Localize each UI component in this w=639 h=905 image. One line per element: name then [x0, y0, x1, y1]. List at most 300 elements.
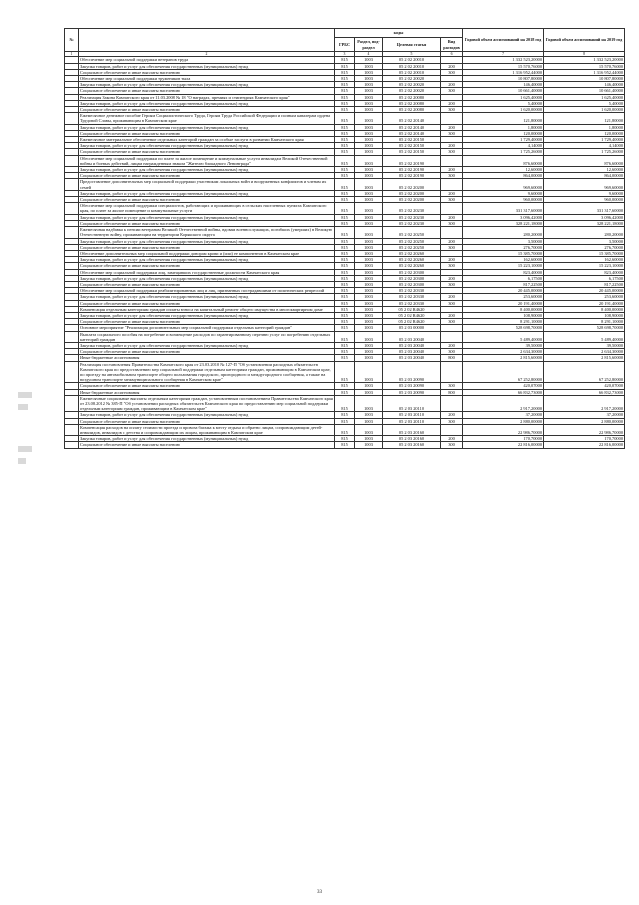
cell-2018: 328 221,18000	[463, 220, 544, 226]
cell-vr	[441, 155, 463, 166]
cell-name: Закупка товаров, работ и услуг для обеспечения государственных (муниципальных) нужд	[79, 63, 335, 69]
cell-grbs: 815	[335, 179, 355, 190]
cell-2018: 420,07000	[463, 383, 544, 389]
cell-grbs: 815	[335, 306, 355, 312]
cell-2019: 420,07000	[544, 383, 625, 389]
table-row	[65, 306, 625, 312]
cell-2018: 823,40000	[463, 269, 544, 275]
table-row	[65, 227, 625, 238]
cell-2019: 22 816,00000	[544, 442, 625, 448]
cell-grbs: 815	[335, 300, 355, 306]
table-row	[65, 94, 625, 100]
cell-name: Социальное обеспечение и иные выплаты населению	[79, 281, 335, 287]
cell-2018: 331 317,60000	[463, 203, 544, 214]
cell-cs: 05 2 02 20190	[383, 173, 441, 179]
column-number: 2	[79, 52, 335, 57]
cell-cs: 05 2 02 20080	[383, 94, 441, 100]
cell-vr: 200	[441, 275, 463, 281]
cell-grbs: 815	[335, 342, 355, 348]
cell-grbs: 815	[335, 220, 355, 226]
table-row	[65, 238, 625, 244]
cell-vr: 300	[441, 69, 463, 75]
cell-cs: 05 2 02 20300	[383, 281, 441, 287]
cell-vr: 200	[441, 436, 463, 442]
cell-razdel: 1003	[355, 57, 383, 63]
cell-vr: 300	[441, 220, 463, 226]
cell-cs: 05 2 03 20090	[383, 389, 441, 395]
cell-cs: 05 2 02 20080	[383, 107, 441, 113]
cell-2019: 15 223,10000	[544, 263, 625, 269]
cell-2019: 146,40000	[544, 82, 625, 88]
cell-cs: 05 2 02 20190	[383, 167, 441, 173]
cell-cs: 05 2 03 20090	[383, 361, 441, 383]
cell-vr: 200	[441, 238, 463, 244]
table-row	[65, 220, 625, 226]
cell-cs: 05 2 02 20140	[383, 124, 441, 130]
cell-cs: 05 2 02 R4620	[383, 312, 441, 318]
cell-2019: 67 252,80000	[544, 361, 625, 383]
cell-vr: 200	[441, 312, 463, 318]
cell-number	[65, 227, 79, 238]
cell-razdel: 1003	[355, 269, 383, 275]
cell-number	[65, 442, 79, 448]
cell-vr: 200	[441, 63, 463, 69]
cell-cs: 05 2 02 20330	[383, 288, 441, 294]
cell-name: Закупка товаров, работ и услуг для обеспечения государственных (муниципальных) нужд	[79, 82, 335, 88]
cell-razdel: 1003	[355, 412, 383, 418]
cell-razdel: 1003	[355, 319, 383, 325]
cell-name: Компенсация расходов на оплату стоимости проезда и провоза багажа к месту отдыха и обратно лицам, сопровождающим детей-инвалидов, инвалидов с детства и сопровождающим их лицам, проживающим в Камчатском крае	[79, 424, 335, 435]
cell-grbs: 815	[335, 250, 355, 256]
cell-2019: 280,20000	[544, 227, 625, 238]
cell-name: Обеспечение мер социальной поддержки специалистов, работающих и проживающих в сельских населенных пунктах Камчатского края, по плате за жилое помещение и коммунальные услуги	[79, 203, 335, 214]
cell-razdel: 1003	[355, 88, 383, 94]
cell-2019: 3,50000	[544, 238, 625, 244]
cell-cs: 05 2 03 20040	[383, 331, 441, 342]
cell-grbs: 815	[335, 100, 355, 106]
cell-grbs: 815	[335, 288, 355, 294]
cell-2019: 20 191,40000	[544, 300, 625, 306]
cell-razdel: 1003	[355, 214, 383, 220]
cell-2018: 2 815,60000	[463, 355, 544, 361]
cell-2018: 1,80000	[463, 124, 544, 130]
cell-cs: 05 2 03 20160	[383, 436, 441, 442]
cell-grbs: 815	[335, 263, 355, 269]
cell-name: Социальное обеспечение и иные выплаты населению	[79, 442, 335, 448]
cell-razdel: 1003	[355, 143, 383, 149]
cell-razdel: 1003	[355, 436, 383, 442]
column-number: 1	[65, 52, 79, 57]
cell-grbs: 815	[335, 149, 355, 155]
cell-2019: 15 570,76000	[544, 63, 625, 69]
cell-name: Закупка товаров, работ и услуг для обеспечения государственных (муниципальных) нужд	[79, 294, 335, 300]
cell-2019: 2 880,00000	[544, 418, 625, 424]
cell-name: Компенсация отдельным категориям граждан оплаты взноса на капитальный ремонт общего имущества в многоквартирном доме	[79, 306, 335, 312]
cell-2019: 10 807,80000	[544, 76, 625, 82]
cell-cs: 05 2 02 20140	[383, 130, 441, 136]
column-number: 8	[544, 52, 625, 57]
col-2018-header: Годовой объем ассигнований на 2018 год	[463, 29, 544, 52]
cell-grbs: 815	[335, 227, 355, 238]
column-number: 3	[335, 52, 355, 57]
cell-2019: 5 489,40000	[544, 331, 625, 342]
cell-cs: 05 2 02 20190	[383, 155, 441, 166]
cell-cs: 05 2 02 20010	[383, 57, 441, 63]
cell-2018: 10 661,40000	[463, 88, 544, 94]
cell-razdel: 1003	[355, 155, 383, 166]
cell-vr: 300	[441, 149, 463, 155]
cell-cs: 05 2 02 20260	[383, 257, 441, 263]
table-row	[65, 281, 625, 287]
cell-grbs: 815	[335, 418, 355, 424]
cell-vr: 200	[441, 342, 463, 348]
cell-vr	[441, 203, 463, 214]
cell-cs: 05 2 02 20300	[383, 269, 441, 275]
codes-group-header: коды	[335, 29, 463, 38]
cell-2018: 120,00000	[463, 130, 544, 136]
cell-2019: 66 832,73000	[544, 389, 625, 395]
cell-name: Закупка товаров, работ и услуг для обеспечения государственных (муниципальных) нужд	[79, 214, 335, 220]
table-row	[65, 424, 625, 435]
budget-table-sheet	[64, 28, 624, 449]
cell-2018: 8 291,10000	[463, 319, 544, 325]
cell-2018: 253,60000	[463, 294, 544, 300]
cell-grbs: 815	[335, 275, 355, 281]
cell-razdel: 1003	[355, 149, 383, 155]
table-row	[65, 137, 625, 143]
cell-razdel: 1003	[355, 331, 383, 342]
cell-grbs: 815	[335, 361, 355, 383]
cell-grbs: 815	[335, 442, 355, 448]
cell-2019: 10 661,40000	[544, 88, 625, 94]
cell-2018: 2 880,00000	[463, 418, 544, 424]
table-row	[65, 82, 625, 88]
cell-name: Закупка товаров, работ и услуг для обеспечения государственных (муниципальных) нужд	[79, 167, 335, 173]
cell-vr: 300	[441, 442, 463, 448]
cell-2018: 1 620,00000	[463, 107, 544, 113]
cell-vr: 300	[441, 173, 463, 179]
cell-2019: 120,00000	[544, 130, 625, 136]
col-razdel-header: Раздел, под-раздел	[355, 38, 383, 52]
cell-vr: 200	[441, 214, 463, 220]
cell-2019: 121,80000	[544, 113, 625, 124]
cell-grbs: 815	[335, 389, 355, 395]
table-row	[65, 57, 625, 63]
cell-2018: 960,00000	[463, 197, 544, 203]
cell-grbs: 815	[335, 82, 355, 88]
cell-razdel: 1003	[355, 124, 383, 130]
margin-scan-mark	[18, 458, 26, 464]
cell-name: Социальное обеспечение и иные выплаты населению	[79, 244, 335, 250]
cell-name: Социальное обеспечение и иные выплаты населению	[79, 220, 335, 226]
cell-number	[65, 179, 79, 190]
cell-cs: 05 2 03 20110	[383, 418, 441, 424]
cell-razdel: 1003	[355, 300, 383, 306]
cell-razdel: 1003	[355, 342, 383, 348]
cell-2018: 1 729,40000	[463, 137, 544, 143]
cell-razdel: 1003	[355, 263, 383, 269]
cell-grbs: 815	[335, 294, 355, 300]
cell-vr: 800	[441, 355, 463, 361]
cell-grbs: 815	[335, 113, 355, 124]
cell-2019: 37,20000	[544, 412, 625, 418]
cell-grbs: 815	[335, 244, 355, 250]
cell-razdel: 1003	[355, 442, 383, 448]
cell-razdel: 1003	[355, 395, 383, 412]
cell-2018: 876,60000	[463, 155, 544, 166]
cell-2019: 4,14000	[544, 143, 625, 149]
cell-name: Закупка товаров, работ и услуг для обеспечения государственных (муниципальных) нужд	[79, 412, 335, 418]
cell-2019: 170,70000	[544, 436, 625, 442]
cell-grbs: 815	[335, 107, 355, 113]
cell-cs: 05 2 02 20250	[383, 238, 441, 244]
col-number-header: №	[65, 29, 79, 52]
cell-cs: 05 2 02 20200	[383, 197, 441, 203]
cell-2019: 1,80000	[544, 124, 625, 130]
cell-cs: 05 2 02 20250	[383, 244, 441, 250]
cell-2018: 4,14000	[463, 143, 544, 149]
cell-2019: 2 634,30000	[544, 349, 625, 355]
cell-grbs: 815	[335, 173, 355, 179]
cell-2019: 969,60000	[544, 179, 625, 190]
cell-vr: 300	[441, 107, 463, 113]
cell-2019: 1 729,40000	[544, 137, 625, 143]
cell-razdel: 1003	[355, 63, 383, 69]
table-row	[65, 107, 625, 113]
cell-2018: 108,90000	[463, 312, 544, 318]
cell-name: Выплата социального пособия на погребение и возмещение расходов по гарантированному перечню услуг по погребению отдельных категорий граждан	[79, 331, 335, 342]
cell-number	[65, 395, 79, 412]
cell-name: Социальное обеспечение и иные выплаты населению	[79, 149, 335, 155]
cell-name: Закупка товаров, работ и услуг для обеспечения государственных (муниципальных) нужд	[79, 312, 335, 318]
cell-2018: 39,50000	[463, 342, 544, 348]
cell-grbs: 815	[335, 238, 355, 244]
cell-2018: 1 316 952,44000	[463, 69, 544, 75]
cell-2018: 8 400,00000	[463, 306, 544, 312]
cell-cs: 05 2 03 20040	[383, 355, 441, 361]
cell-cs: 05 2 02 20250	[383, 227, 441, 238]
cell-2019: 15 385,70000	[544, 250, 625, 256]
cell-razdel: 1003	[355, 179, 383, 190]
cell-grbs: 815	[335, 203, 355, 214]
table-row	[65, 179, 625, 190]
cell-razdel: 1003	[355, 294, 383, 300]
cell-name: Социальное обеспечение и иные выплаты населению	[79, 173, 335, 179]
cell-grbs: 815	[335, 257, 355, 263]
cell-2018: 170,70000	[463, 436, 544, 442]
cell-2018: 817,22500	[463, 281, 544, 287]
cell-2019: 162,60000	[544, 257, 625, 263]
cell-2018: 66 832,73000	[463, 389, 544, 395]
cell-razdel: 1003	[355, 306, 383, 312]
cell-2019: 253,60000	[544, 294, 625, 300]
cell-grbs: 815	[335, 190, 355, 196]
cell-2018: 6,17500	[463, 275, 544, 281]
cell-name: Социальное обеспечение и иные выплаты населению	[79, 383, 335, 389]
cell-grbs: 815	[335, 269, 355, 275]
cell-name: Социальное обеспечение и иные выплаты населению	[79, 349, 335, 355]
cell-number	[65, 424, 79, 435]
cell-grbs: 815	[335, 349, 355, 355]
cell-vr: 300	[441, 383, 463, 389]
cell-vr	[441, 227, 463, 238]
cell-2019: 1 725,26000	[544, 149, 625, 155]
cell-2019: 5,40000	[544, 100, 625, 106]
cell-vr: 200	[441, 167, 463, 173]
cell-vr: 200	[441, 257, 463, 263]
cell-vr	[441, 424, 463, 435]
cell-razdel: 1003	[355, 100, 383, 106]
cell-2019: 876,60000	[544, 155, 625, 166]
cell-name: Социальное обеспечение и иные выплаты населению	[79, 197, 335, 203]
cell-name: Реализация Закона Камчатского края от 11.03.2008 № 18 "О наградах, премиях и стипендиях Камчатского края"	[79, 94, 335, 100]
cell-razdel: 1003	[355, 244, 383, 250]
column-number: 4	[355, 52, 383, 57]
cell-number	[65, 361, 79, 383]
cell-cs: 05 2 02 20230	[383, 220, 441, 226]
cell-grbs: 815	[335, 331, 355, 342]
table-row	[65, 143, 625, 149]
cell-2018: 22 816,00000	[463, 442, 544, 448]
cell-cs: 05 2 02 20260	[383, 250, 441, 256]
cell-razdel: 1003	[355, 203, 383, 214]
cell-vr: 200	[441, 190, 463, 196]
table-row	[65, 214, 625, 220]
table-row	[65, 361, 625, 383]
cell-vr: 300	[441, 418, 463, 424]
cell-razdel: 1003	[355, 82, 383, 88]
cell-name: Социальное обеспечение и иные выплаты населению	[79, 418, 335, 424]
cell-2019: 8 400,00000	[544, 306, 625, 312]
cell-number	[65, 113, 79, 124]
page-number: 33	[317, 890, 322, 895]
cell-grbs: 815	[335, 88, 355, 94]
cell-razdel: 1003	[355, 325, 383, 331]
cell-razdel: 1003	[355, 227, 383, 238]
cell-number	[65, 155, 79, 166]
cell-vr: 200	[441, 124, 463, 130]
table-row	[65, 288, 625, 294]
cell-2018: 1 725,26000	[463, 149, 544, 155]
cell-cs: 05 2 02 20150	[383, 137, 441, 143]
cell-vr: 200	[441, 143, 463, 149]
column-number: 5	[383, 52, 441, 57]
cell-name: Социальное обеспечение и иные выплаты населению	[79, 130, 335, 136]
cell-razdel: 1003	[355, 257, 383, 263]
cell-grbs: 815	[335, 395, 355, 412]
cell-2018: 15 385,70000	[463, 250, 544, 256]
column-number: 6	[441, 52, 463, 57]
cell-2018: 276,70000	[463, 244, 544, 250]
cell-2019: 22 986,70000	[544, 424, 625, 435]
cell-razdel: 1003	[355, 288, 383, 294]
cell-razdel: 1003	[355, 107, 383, 113]
cell-cs: 05 2 02 20010	[383, 69, 441, 75]
cell-2019: 108,90000	[544, 312, 625, 318]
cell-2019: 12,60000	[544, 167, 625, 173]
col-2019-header: Годовой объем ассигнований на 2019 год	[544, 29, 625, 52]
cell-razdel: 1003	[355, 113, 383, 124]
cell-cs: 05 2 02 20230	[383, 214, 441, 220]
table-row	[65, 63, 625, 69]
cell-2019: 331 317,60000	[544, 203, 625, 214]
cell-cs: 05 2 02 20330	[383, 300, 441, 306]
cell-name: Социальное обеспечение и иные выплаты населению	[79, 263, 335, 269]
cell-cs: 05 2 02 20200	[383, 179, 441, 190]
cell-razdel: 1003	[355, 167, 383, 173]
cell-vr: 200	[441, 294, 463, 300]
cell-cs: 05 2 03 20040	[383, 342, 441, 348]
table-row	[65, 319, 625, 325]
cell-name: Социальное обеспечение и иные выплаты населению	[79, 88, 335, 94]
cell-vr: 200	[441, 412, 463, 418]
cell-razdel: 1003	[355, 418, 383, 424]
cell-razdel: 1003	[355, 238, 383, 244]
cell-grbs: 815	[335, 355, 355, 361]
cell-name: Обеспечение мер социальной поддержки реабилитированных лиц и лиц, признанных пострадавшими от политических репрессий	[79, 288, 335, 294]
table-row	[65, 383, 625, 389]
cell-2018: 12,60000	[463, 167, 544, 173]
cell-name: Основное мероприятие "Реализация дополнительных мер социальной поддержки отдельных категорий граждан"	[79, 325, 335, 331]
cell-2018: 1 332 523,20000	[463, 57, 544, 63]
cell-cs: 05 2 03 20110	[383, 412, 441, 418]
cell-2018: 5 489,40000	[463, 331, 544, 342]
cell-2018: 9,60000	[463, 190, 544, 196]
cell-name: Обеспечение мер социальной поддержки ветеранов труда	[79, 57, 335, 63]
cell-grbs: 815	[335, 76, 355, 82]
cell-2018: 2 917,20000	[463, 395, 544, 412]
cell-cs: 05 2 02 20150	[383, 143, 441, 149]
cell-name: Иные бюджетные ассигнования	[79, 355, 335, 361]
cell-vr	[441, 113, 463, 124]
cell-grbs: 815	[335, 319, 355, 325]
table-row	[65, 294, 625, 300]
cell-name: Ежемесячное материальное обеспечение отдельных категорий граждан за особые заслуги в развитии Камчатского края	[79, 137, 335, 143]
cell-cs: 05 2 02 R4620	[383, 319, 441, 325]
cell-2018: 10 807,80000	[463, 76, 544, 82]
cell-2018: 864,00000	[463, 173, 544, 179]
cell-2019: 817,22500	[544, 281, 625, 287]
cell-name: Предоставление дополнительных мер социальной поддержки участникам локальных войн и вооруженных конфликтов и членам их семей	[79, 179, 335, 190]
cell-name: Закупка товаров, работ и услуг для обеспечения государственных (муниципальных) нужд	[79, 436, 335, 442]
cell-grbs: 815	[335, 143, 355, 149]
cell-2019: 8 291,10000	[544, 319, 625, 325]
cell-grbs: 815	[335, 325, 355, 331]
column-number: 7	[463, 52, 544, 57]
cell-name: Обеспечение дополнительных мер социальной поддержки донорам крови и (или) ее компонентов в Камчатском крае	[79, 250, 335, 256]
table-row	[65, 412, 625, 418]
cell-2019: 2 815,60000	[544, 355, 625, 361]
cell-vr	[441, 179, 463, 190]
cell-2018: 5,40000	[463, 100, 544, 106]
cell-2018: 2 634,30000	[463, 349, 544, 355]
cell-2018: 121,80000	[463, 113, 544, 124]
cell-grbs: 815	[335, 57, 355, 63]
cell-name: Социальное обеспечение и иные выплаты населению	[79, 107, 335, 113]
table-row	[65, 263, 625, 269]
table-row	[65, 244, 625, 250]
cell-razdel: 1003	[355, 220, 383, 226]
cell-2018: 20 445,00000	[463, 288, 544, 294]
table-row	[65, 312, 625, 318]
table-row	[65, 203, 625, 214]
cell-razdel: 1003	[355, 355, 383, 361]
cell-grbs: 815	[335, 312, 355, 318]
cell-razdel: 1003	[355, 94, 383, 100]
table-row	[65, 342, 625, 348]
cell-name: Реализация постановления Правительства Камчатского края от 23.03.2010 № 127-П "Об установлении расходных обязательств Камчатского края по предоставлению мер социальной поддержки отдельным категориям граждан, проживающим в Камчатском крае, по проезду на автомобильном транспорте общего пользования городского, пригородного и междугородного сообщения, а также на воздушном транспорте межмуниципального сообщения в Камчатском крае"	[79, 361, 335, 383]
cell-razdel: 1003	[355, 190, 383, 196]
